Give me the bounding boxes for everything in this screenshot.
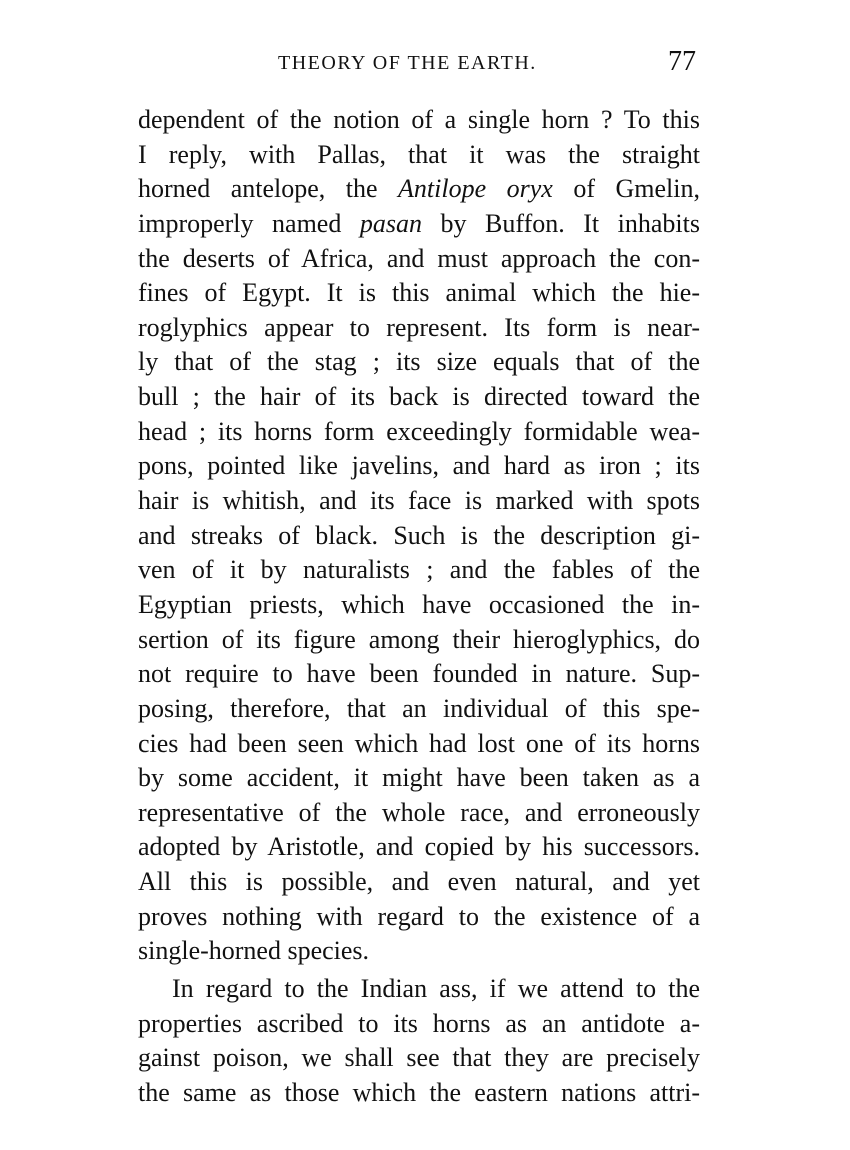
text-line: bull ; the hair of its back is directed toward the — [138, 382, 700, 412]
page-number: 77 — [668, 46, 696, 77]
text-line: hair is whitish, and its face is marked with spots — [138, 486, 700, 516]
text-line: ly that of the stag ; its size equals that of the — [138, 347, 700, 377]
text-line: roglyphics appear to represent. Its form is near- — [138, 312, 700, 342]
page-header — [138, 44, 700, 84]
text-line: posing, therefore, that an individual of this spe- — [138, 693, 700, 723]
text-run: of Gmelin, — [552, 174, 700, 204]
text-line: representative of the whole race, and erroneously — [138, 797, 700, 827]
species-name: pasan — [359, 208, 422, 238]
text-line — [138, 207, 700, 242]
text-line: and streaks of black. Such is the description gi- — [138, 520, 700, 550]
text-line: the same as those which the eastern nations attri- — [138, 1077, 700, 1107]
text-run: improperly named — [138, 208, 360, 238]
text-line: In regard to the Indian ass, if we attend to the — [172, 974, 700, 1004]
text-line: fines of Egypt. It is this animal which the hie- — [138, 278, 700, 308]
running-title: THEORY OF THE EARTH. — [278, 52, 537, 74]
text-line: single-horned species. — [138, 936, 370, 966]
text-line: head ; its horns form exceedingly formidable wea- — [138, 416, 700, 446]
text-line: proves nothing with regard to the existence of a — [138, 901, 700, 931]
text-run: by Buffon. It inhabits — [422, 208, 700, 238]
text-line — [138, 172, 700, 207]
text-run: horned antelope, the — [138, 174, 399, 204]
text-line: by some accident, it might have been taken as a — [138, 763, 700, 793]
text-line: the deserts of Africa, and must approach the con- — [138, 243, 700, 273]
text-line: dependent of the notion of a single horn ? To this — [138, 105, 700, 134]
text-line: sertion of its figure among their hieroglyphics, do — [138, 624, 700, 654]
text-line: properties ascribed to its horns as an antidote a- — [138, 1008, 700, 1038]
text-line: pons, pointed like javelins, and hard as iron ; its — [138, 451, 700, 481]
body-text — [138, 103, 700, 1111]
paragraph-2 — [138, 972, 700, 1111]
text-line: cies had been seen which had lost one of its horns — [138, 728, 700, 758]
text-line: All this is possible, and even natural, and yet — [138, 867, 700, 897]
text-line: adopted by Aristotle, and copied by his successors. — [138, 832, 700, 862]
text-line: Egyptian priests, which have occasioned the in- — [138, 589, 700, 619]
text-line: ven of it by naturalists ; and the fables of the — [138, 555, 700, 585]
text-line: gainst poison, we shall see that they are precisely — [138, 1043, 700, 1073]
text-line: not require to have been founded in nature. Sup- — [138, 659, 700, 689]
species-name: Antilope oryx — [398, 174, 553, 204]
paragraph-1 — [138, 103, 700, 969]
text-line: I reply, with Pallas, that it was the straight — [138, 139, 700, 169]
